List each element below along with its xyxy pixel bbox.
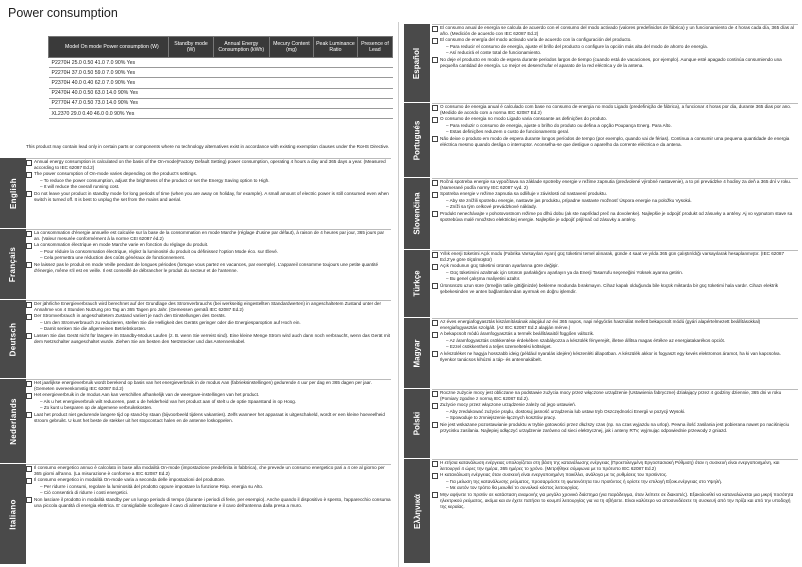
language-tab: [0, 300, 26, 378]
language-section: [432, 24, 798, 103]
checkbox-item: Zużycie mocy przez włączone urządzenie zależy od jego ustawień.: [432, 402, 798, 408]
language-label: Polski: [412, 411, 422, 436]
language-label: Portugués: [412, 120, 422, 160]
sub-item: – Ciò consentirà di ridurre i costi energetici.: [40, 490, 129, 496]
language-section: [26, 379, 391, 464]
sub-item: – To reduce the power consumption, adjust the brightness of the product or set the Energy Saving option to High.: [40, 177, 270, 183]
sub-item: – Με αυτόν τον τρόπο θα μειωθεί το συνολικό κόστος λειτουργίας.: [446, 485, 580, 491]
table-header: Peak Luminance Ratio: [313, 37, 357, 58]
language-label: English: [8, 177, 18, 209]
language-tab: [0, 379, 26, 463]
checkbox-item: El consumo anual de energía se calcula de acuerdo con el consumo del modo activado (valores predefinidos de fábrica) y un funcionamiento de 4 horas cada día, 365 días al año. (Medición de acuerdo con IEC 62087 Ed.2): [432, 25, 798, 37]
table-cell: P2770H 47.0 0.50 73.0 14.0 90% Yes: [49, 98, 393, 108]
sub-item: – Για μείωση της κατανάλωσης ρεύματος, προσαρμόστε τη φωτεινότητα του προϊόντος ή ορίστε την επιλογή Εξοικ.ενέργειας στο Υψηλή.: [446, 478, 723, 484]
language-label: Slovenčina: [412, 192, 422, 235]
table-row: [49, 78, 393, 88]
language-label: Deutsch: [8, 322, 18, 356]
sub-item: – Ezzel csökkentheti a teljes üzemeltetési költséget.: [446, 344, 552, 350]
language-section: [26, 158, 391, 229]
table-cell: P2370H 40.0 0.40 62.0 7.0 90% Yes: [49, 78, 393, 88]
checkbox-item: Produkt nenechávajte v pohotovostnom režime po dlhú dobu (ak ste napríklad preč na dovolenke). Najlepšie je odpojiť produkt od zásuvky a antény. Aj vo vypnutom stave sa spotrebúva malé množstvo elektrickej energie. Najlepšie je odpojiť prijímač od zásuvky a antény.: [432, 211, 798, 223]
checkbox-item: Laat het product niet gedurende langere tijd op stand-by staan (bijvoorbeeld tijdens vakanties). Zelfs wanneer het apparaat is uitgeschakeld, wordt er een kleine hoeveelheid stroom gebruikt. U kunt het beste de stekker uit het stopcontact halen en de antenne loskoppelen.: [26, 412, 391, 424]
sub-item: – Bu genel çalışma maliyetini azaltır.: [446, 276, 521, 282]
checkbox-item: Het energieverbruik in de modus Aan kan verschillen afhankelijk van de weergave-instellingen van het product.: [26, 392, 391, 398]
sub-item: – It will reduce the overall running cost.: [40, 184, 120, 190]
table-header: Mecury Content (mg): [269, 37, 313, 58]
language-tab: [404, 318, 430, 388]
checkbox-item: Roczne zużycie mocy jest obliczane na podstawie zużycia mocy przez włączone urządzenie (Ustawienia fabryczne) działający przez 4 godziny dziennie, 365 dni w roku (Pomiary zgodne z normą IEC 62087 Ed.2).: [432, 390, 798, 402]
checkbox-item: O consumo de energia anual é calculado com base no consumo de energia no modo Ligado (predefinição de fábrica), a funcionar 4 horas por dia, durante 365 dias por ano. (Medido de acordo com a norma IEC 62087 Ed.2): [432, 104, 798, 116]
language-label: Magyar: [412, 338, 422, 368]
language-tab: [0, 158, 26, 228]
checkbox-item: The power consumption of On-mode varies depending on the product's settings.: [26, 171, 391, 177]
checkbox-item: Az éves energiafogyasztás kiszámításának alapjául az évi 365 napos, napi négyórás használat mellett bekapcsolt módú (gyári alapértelmezett beállításokkal) energiafogyasztás szolgált. (Az IEC 62087 Ed.2 alapján mérve.): [432, 319, 798, 331]
checkbox-item: O consumo de energia no modo Ligado varia consoante as definições do produto.: [432, 116, 798, 122]
language-section: [432, 250, 798, 318]
checkbox-item: Μην αφήνετε το προϊόν σε κατάσταση αναμονής για μεγάλο χρονικό διάστημα (για παράδειγμα, όταν λείπετε σε διακοπές). Εξακολουθεί να καταναλώνεται μια μικρή ποσότητα ηλεκτρικού ρεύματος, ακόμα και αν έχετε πατήσει το κουμπί λειτουργίας για να τη σβήσετε. Είναι καλύτερο να αποσυνδέσετε τη συσκευή από την πρίζα και από την υποδοχή της κεραίας.: [432, 492, 798, 510]
sub-item: – Spowoduje to zmniejszenie łącznych kosztów pracy.: [446, 415, 556, 421]
table-row: [49, 88, 393, 98]
language-label: Türkçe: [412, 270, 422, 297]
sub-item: – Güç tüketimini azaltmak için ürünün parlaklığını ayarlayın ya da Enerji Tasarrufu seçeneğini Yüksek ayarına getirin.: [446, 269, 684, 275]
checkbox-item: Açık modunun güç tüketimi ürünün ayarlarına göre değişir.: [432, 263, 798, 269]
language-label: Italiano: [8, 498, 18, 530]
table-row: [49, 58, 393, 68]
sub-item: – Per ridurre i consumi, regolare la luminosità del prodotto oppure impostare la funzione Risp. energia su Alto.: [40, 483, 264, 489]
language-label: Ελληνικά: [412, 493, 422, 529]
checkbox-item: Ročná spotreba energie sa vypočítava na základe spotreby energie v režime zapnutia (predvolené výrobné nastavenie), a to pri prevádzke 4 hodiny za deň a 365 dní v roku. (Namerané podľa normy IEC 62087 vyd. 2): [432, 179, 798, 191]
table-cell: P2470H 40.0 0.50 63.0 14.0 90% Yes: [49, 88, 393, 98]
language-label: Nederlands: [8, 397, 18, 445]
sub-item: – Pour réduire la consommation électrique, réglez la luminosité du produit ou définissez l'option Mode éco. sur Élevé.: [40, 248, 279, 254]
checkbox-item: La consommation d'énergie annuelle est calculée sur la base de la consommation en mode Marche (réglage d'usine par défaut), à raison de 4 heures par jour, 365 jours par an. (Valeur mesurée conformément à la norme CEI 62087 éd.2): [26, 230, 391, 242]
sub-item: – Para reducir el consumo de energía, ajuste el brillo del producto o configure la opción más alta del modo de ahorro de energía.: [446, 43, 709, 49]
sub-item: – Als u het energieverbruik wilt reduceren, past u de helderheid van het product aan of stelt u de optie Spaarstand in op Hoog.: [40, 398, 297, 404]
checkbox-item: Il consumo energetico annuo è calcolato in base alla modalità On-mode (impostazione predefinita in fabbrica), che prevede un consumo energetico pari a 4 ore al giorno per 365 giorni all'anno. (La misurazione è conforme a IEC 62087 Ed.2): [26, 465, 391, 477]
checkbox-item: Nie jest wskazane pozostawianie produktu w trybie gotowości przez dłuższy czas (np. na czas wyjazdu na urlop). Pewna ilość zasilania jest pobierana nawet po naciśnięciu przycisku zasilania. Najlepiej odłączyć urządzenie zarówno od sieci elektrycznej, jak i anteny RTV, wyjmując odpowiednie przewody z gniazd.: [432, 422, 798, 434]
checkbox-item: Annual energy consumption is calculated on the basis of the On-mode(Factory Default Setting) power consumption, operating 4 hours a day and 365 days a year. (Measured according to IEC 62087 Ed.2): [26, 159, 391, 171]
table-cell: P2270H 37.0 0.50 59.0 7.0 90% Yes: [49, 68, 393, 78]
table-cell: XL2370 29.0 0.40 46.0 0.0 90% Yes: [49, 108, 393, 118]
sub-item: – Az áramfogyasztás csökkentése érdekében szabályozza a készülék fényerejét, illetve állítsa magas értékre az energiatakarékos opciót.: [446, 337, 726, 343]
checkbox-item: Ürününüzü uzun süre (örneğin tatile gittiğinizde) bekleme modunda bırakmayın. Cihaz kapalı olduğunda bile küçük miktarda bir güç tüketimi hala vardır. Cihazı elektrik şebekesinden ve anten bağlantılarından ayırmak en doğru işlemdir.: [432, 283, 798, 295]
language-label: Français: [8, 246, 18, 282]
checkbox-item: Het jaarlijkse energieverbruik wordt berekend op basis van het energieverbruik in de modus Aan (fabrieksinstellingen) gedurende 4 uur per dag en 365 dagen per jaar. (Gemeten overeenkomstig IEC 62087 Ed.2): [26, 380, 391, 392]
checkbox-item: Ne laissez pas le produit en mode Veille pendant de longues périodes (lorsque vous partez en vacances, par exemple). L'appareil consomme toujours une petite quantité d'énergie, même s'il est en veille. Il est conseillé de débrancher le produit du secteur et de l'antenne.: [26, 262, 391, 274]
language-section: [26, 229, 391, 300]
checkbox-item: Do not leave your product in standby mode for long periods of time (when you are away on holiday, for example). A small amount of electric power is still consumed even when switch is turned off. It is best to unplug the set from the mains and aerial.: [26, 191, 391, 203]
checkbox-item: Não deixe o produto em modo de espera durante longos períodos de tempo (por exemplo, quando vai de férias). Continua a consumir uma pequena quantidade de energia eléctrica mesmo quando desliga o interruptor. Aconselha-se que desligue o aparelho da corrente eléctrica e da antena.: [432, 136, 798, 148]
language-tab: [0, 464, 26, 564]
page-title: Power consumption: [8, 6, 118, 20]
table-header: Annual Energy Consumption (kWh): [213, 37, 269, 58]
checkbox-item: A bekapcsolt módú áramfogyasztás a termék beállításaitól függően változik.: [432, 331, 798, 337]
sub-item: – Um den Stromverbrauch zu reduzieren, stellen Sie die Helligkeit des Geräts geringer oder die Energiesparoption auf Hoch ein.: [40, 319, 301, 325]
column-divider: [398, 22, 399, 567]
language-tab: [0, 229, 26, 299]
sub-item: – Aby ste znížili spotrebu energie, nastavte jas produktu, prípadne nastavte možnosť Úspora energie na položku Vysoká.: [446, 197, 692, 203]
sub-item: – Zo kunt u besparen op de algemene verbruikskosten.: [40, 405, 153, 411]
language-tab: [404, 250, 430, 317]
checkbox-item: No deje el producto en modo de espera durante periodos largos de tiempo (cuando está de vacaciones, por ejemplo). Aunque esté apagado continúa consumiendo una pequeña cantidad de energía. Lo mejor es desenchufar el aparato de la red eléctrica y de la antena.: [432, 57, 798, 69]
checkbox-item: Il consumo energetico in modalità On-mode varia a seconda delle impostazioni del produttore.: [26, 477, 391, 483]
sub-item: – Zníži sa tým celkové prevádzkové náklady.: [446, 204, 537, 210]
sub-item: – Estas definições reduzem o custo de funcionamento geral.: [446, 129, 570, 135]
language-section: [26, 300, 391, 379]
language-section: [26, 464, 391, 565]
checkbox-item: Non lasciare il prodotto in modalità standby per un lungo periodo di tempo (durante i periodi di ferie, per esempio). Anche quando il dispositivo è spento, l'apparecchio consuma una piccola quantità di energia elettrica. E' consigliabile scollegare il cavo di alimentazione e il cavo dell'antenna dalla presa a muro.: [26, 497, 391, 509]
table-header: Standby mode (W): [169, 37, 213, 58]
language-section: [432, 103, 798, 178]
table-cell: P2270H 25.0 0.50 41.0 7.0 90% Yes: [49, 58, 393, 68]
checkbox-item: Yıllık enerji tüketimi Açık modu (Fabrika Varsayılan Ayarı) güç tüketimi temel alınarak, günde 4 saat ve yılda 365 gün çalıştırıldığı varsayılarak hesaplanmıştır. (IEC 62087 Ed.2'ye göre ölçülmüştür): [432, 251, 798, 263]
checkbox-item: Lassen Sie das Gerät nicht für längere im Standby-Modus Laufen (z. B. wenn Sie verreist sind). Eine kleine Menge Strom wird auch dann noch verbraucht, wenn das Gerät mit dem Netzschalter ausgeschaltet wurde. Ziehen Sie am besten den Netzstecker und das Antennenkabel.: [26, 333, 391, 345]
table-header-row: [49, 37, 393, 58]
checkbox-item: A készüléket ne hagyja hosszabb ideig (például nyaralás idejére) készenléti állapotban. A készülék akkor is fogyaszt egy kevés elektromos áramot, ha ki van kapcsolva. Ilyenkor tanácsos kihúzni a táp- és antennakábelt.: [432, 351, 798, 363]
language-tab: [404, 178, 430, 249]
checkbox-item: Η ετήσια κατανάλωση ενέργειας υπολογίζεται στη βάση της κατανάλωσης ενέργειας (Προεπιλεγμένη Εργοστασιακή Ρύθμιση) όταν η συσκευή είναι ενεργοποιημένη, και λειτουργεί 4 ώρες την ημέρα, 365 ημέρες το χρόνο. (Μετρήθηκε σύμφωνα με το πρότυπο IEC 62087 Ed.2): [432, 460, 798, 472]
table-header: Model On mode Power consumption (W): [49, 37, 169, 58]
rohs-intro: This product may contain lead only in certain parts or components where no technology alternatives exist in accordance with existing exemption clauses under the RoHS Directive.: [26, 144, 390, 149]
language-section: [432, 389, 798, 459]
language-tab: [404, 389, 430, 458]
language-section: [432, 318, 798, 389]
language-section: [432, 178, 798, 250]
table-row: [49, 68, 393, 78]
sub-item: – Damit senken Sie die allgemeinen Betriebskosten.: [40, 326, 147, 332]
table-row: [49, 98, 393, 108]
sub-item: – Cela permettra une réduction des coûts généraux de fonctionnement.: [40, 255, 186, 261]
checkbox-item: Der jährliche Energieverbrauch wird berechnet auf der Grundlage des Stromverbrauchs (bei werkseitig eingestellten Standardwerten) in angeschaltetem Zustand unter der Annahme von 4 Stunden Nutzung pro Tag an 365 Tagen pro Jahr. (Gemessen gemäß IEC 62087 Ed.2): [26, 301, 391, 313]
checkbox-item: La consommation électrique en mode Marche varie en fonction du réglage du produit.: [26, 242, 391, 248]
table-header: Presence of Lead: [357, 37, 392, 58]
language-label: Español: [412, 47, 422, 79]
language-tab: [404, 103, 430, 177]
language-section: [432, 459, 798, 564]
table-row: [49, 108, 393, 118]
sub-item: – Así reducirá el coste total de funcionamiento.: [446, 50, 542, 56]
checkbox-item: Spotreba energie v režime zapnutia sa odlišuje v závislosti od nastavení produktu.: [432, 191, 798, 197]
language-tab: [404, 24, 430, 102]
checkbox-item: El consumo de energía del modo activado varía de acuerdo con la configuración del producto.: [432, 37, 798, 43]
language-tab: [404, 459, 430, 563]
sub-item: – Aby zredukować zużycie prądu, dostosuj jasność urządzenia lub ustaw tryb Oszczędności Energii w pozycji Wysoki.: [446, 408, 686, 414]
sub-item: – Para reduzir o consumo de energia, ajuste o brilho do produto ou defina a opção Poupança Energ. Para Alto.: [446, 122, 672, 128]
power-table: [48, 36, 393, 119]
checkbox-item: Der Stromverbrauch in angeschaltetem Zustand variiert je nach den Einstellungen des Geräts.: [26, 313, 391, 319]
checkbox-item: Η κατανάλωση ενέργειας όταν συσκευή είναι ενεργοποιημένη ποικίλλει, ανάλογα με τις ρυθμίσεις του προϊόντος.: [432, 472, 798, 478]
